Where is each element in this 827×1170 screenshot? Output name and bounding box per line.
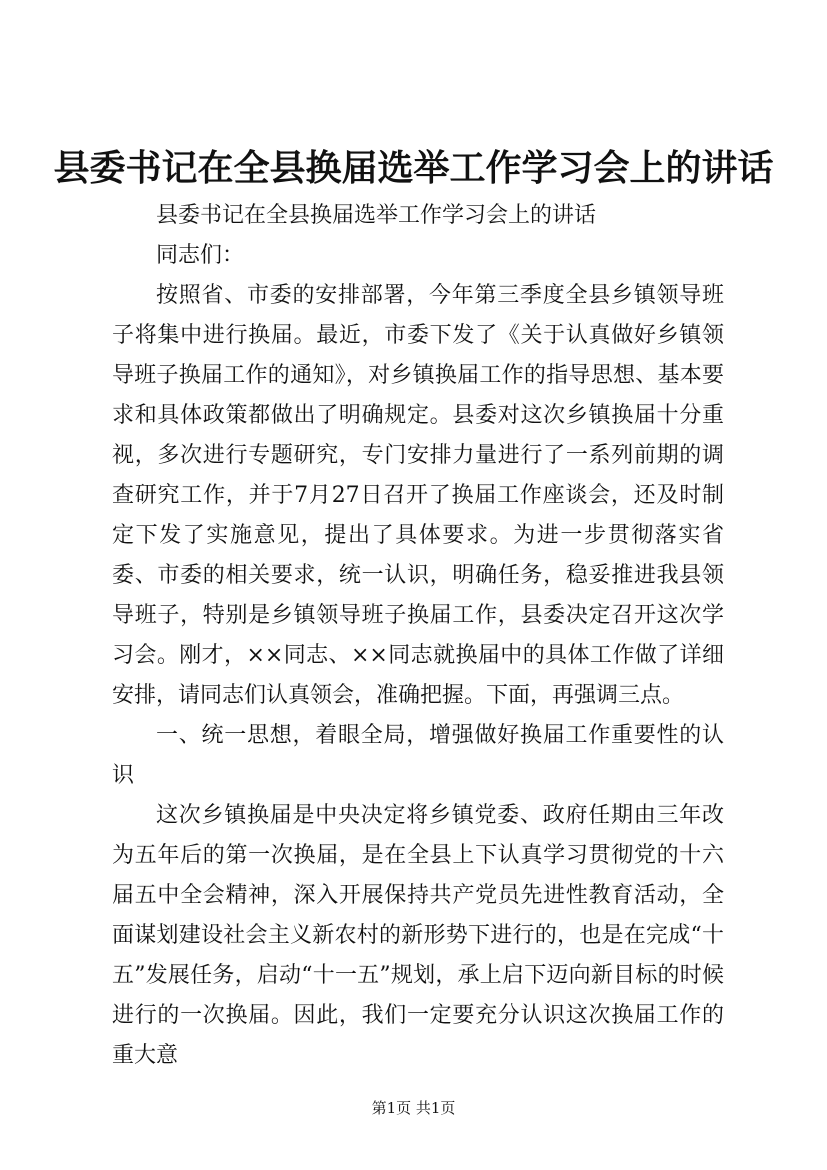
section-heading: 一、统一思想，着眼全局，增强做好换届工作重要性的认识 <box>112 723 724 788</box>
subtitle-paragraph: 县委书记在全县换届选举工作学习会上的讲话 <box>156 203 597 228</box>
page-footer <box>0 1098 827 1118</box>
body-paragraph: 这次乡镇换届是中央决定将乡镇党委、政府任期由三年改为五年后的第一次换届，是在全县上下认真学习贯彻党的十六届五中全会精神，深入开展保持共产党员先进性教育活动，全面谋划建设社会主义新农村的新形势下进行的，也是在完成“十五”发展任务，启动“十一五”规划，承上启下迈向新目标的时候进行的一次换届。因此，我们一定要充分认识这次换届工作的重大意 <box>112 803 724 1068</box>
page-number-label: 第1页 共1页 <box>371 1099 456 1117</box>
document-title: 县委书记在全县换届选举工作学习会上的讲话 <box>53 147 774 189</box>
intro-paragraph: 按照省、市委的安排部署，今年第三季度全县乡镇领导班子将集中进行换届。最近，市委下发了《关于认真做好乡镇领导班子换届工作的通知》，对乡镇换届工作的指导思想、基本要求和具体政策都做出了明确规定。县委对这次乡镇换届十分重视，多次进行专题研究，专门安排力量进行了一系列前期的调查研究工作，并于7月27日召开了换届工作座谈会，还及时制定下发了实施意见，提出了具体要求。为进一步贯彻落实省委、市委的相关要求，统一认识，明确任务，稳妥推进我县领导班子，特别是乡镇领导班子换届工作，县委决定召开这次学习会。刚才，××同志、××同志就换届中的具体工作做了详细安排，请同志们认真领会，准确把握。下面，再强调三点。 <box>112 283 724 708</box>
document-body <box>112 196 724 1076</box>
salutation-paragraph: 同志们： <box>156 243 245 268</box>
